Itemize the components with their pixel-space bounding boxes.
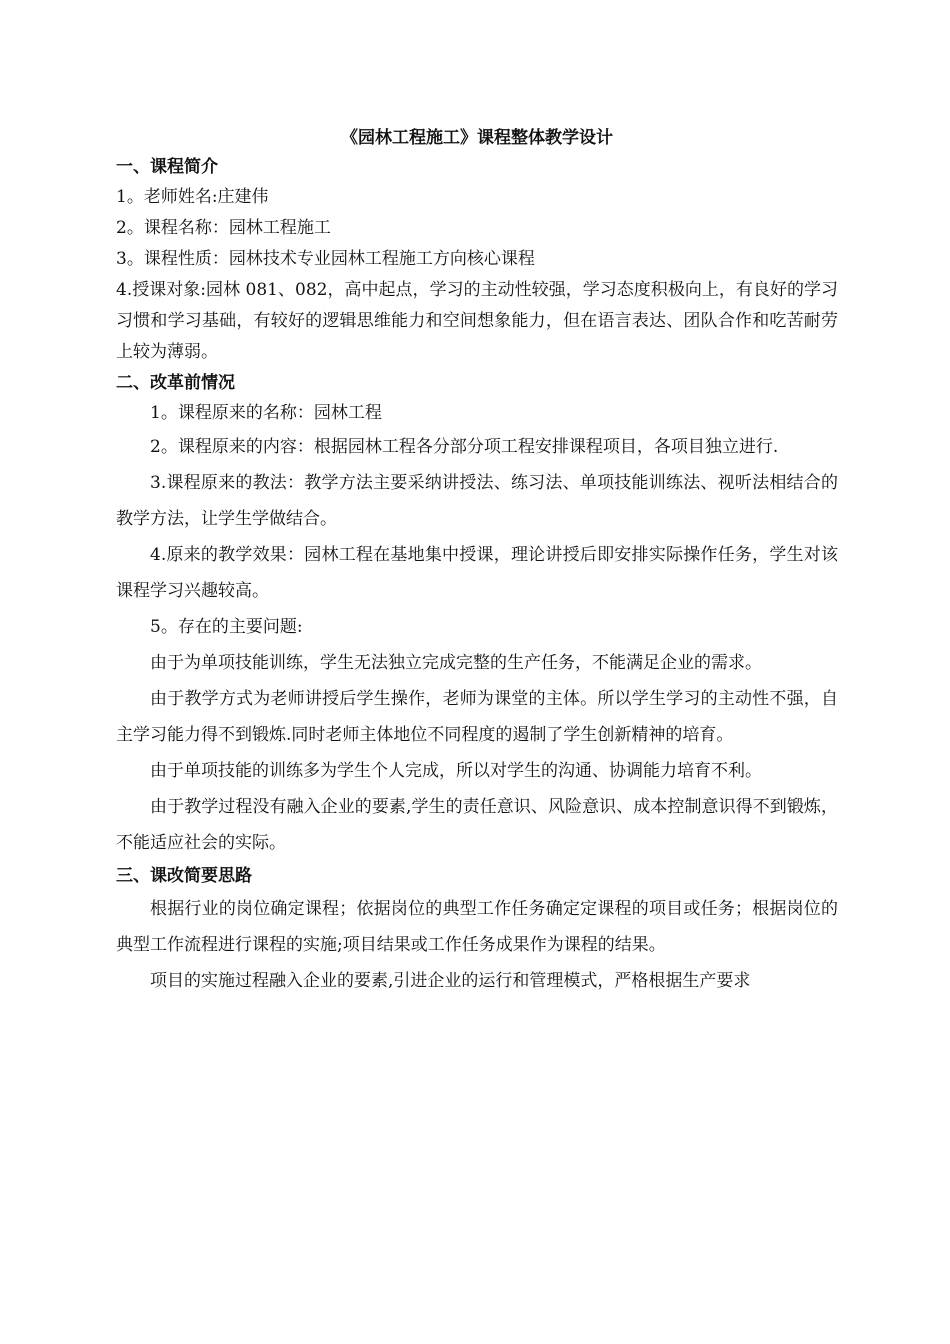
paragraph-course-nature: 3。课程性质：园林技术专业园林工程施工方向核心课程 <box>116 249 535 269</box>
paragraph-original-effect: 4.原来的教学效果：园林工程在基地集中授课，理论讲授后即安排实际操作任务，学生对该课程学习兴趣较高。 <box>116 545 838 601</box>
paragraph-main-problems: 5。存在的主要问题: <box>150 617 303 637</box>
section-heading-course-intro: 一、课程简介 <box>116 157 218 177</box>
document-title: 《园林工程施工》课程整体教学设计 <box>341 128 613 148</box>
paragraph-teacher-name: 1。老师姓名:庄建伟 <box>116 187 269 207</box>
paragraph-course-name: 2。课程名称：园林工程施工 <box>116 218 331 238</box>
paragraph-problem-3: 由于单项技能的训练多为学生个人完成，所以对学生的沟通、协调能力培育不利。 <box>150 761 762 781</box>
paragraph-audience: 4.授课对象:园林 081、082，高中起点，学习的主动性较强，学习态度积极向上，有良好的学习习惯和学习基础，有较好的逻辑思维能力和空间想象能力，但在语言表达、团队合作和吃苦耐劳上较为薄弱。 <box>116 280 838 362</box>
paragraph-problem-1: 由于为单项技能训练，学生无法独立完成完整的生产任务，不能满足企业的需求。 <box>150 653 762 673</box>
paragraph-original-content: 2。课程原来的内容：根据园林工程各分部分项工程安排课程项目，各项目独立进行. <box>150 437 779 457</box>
paragraph-original-method: 3.课程原来的教法：教学方法主要采纳讲授法、练习法、单项技能训练法、视听法相结合的教学方法，让学生学做结合。 <box>116 473 838 529</box>
document-body <box>116 124 838 999</box>
paragraph-original-name: 1。课程原来的名称：园林工程 <box>150 403 382 423</box>
paragraph-problem-4: 由于教学过程没有融入企业的要素,学生的责任意识、风险意识、成本控制意识得不到锻炼，不能适应社会的实际。 <box>116 797 838 853</box>
paragraph-reform-idea-2: 项目的实施过程融入企业的要素,引进企业的运行和管理模式，严格根据生产要求 <box>150 971 751 991</box>
paragraph-reform-idea-1: 根据行业的岗位确定课程；依据岗位的典型工作任务确定定课程的项目或任务；根据岗位的典型工作流程进行课程的实施;项目结果或工作任务成果作为课程的结果。 <box>116 899 838 955</box>
section-heading-pre-reform: 二、改革前情况 <box>116 373 235 393</box>
paragraph-problem-2: 由于教学方式为老师讲授后学生操作，老师为课堂的主体。所以学生学习的主动性不强，自主学习能力得不到锻炼.同时老师主体地位不同程度的遏制了学生创新精神的培育。 <box>116 689 838 745</box>
section-heading-reform-ideas: 三、课改简要思路 <box>116 866 252 886</box>
